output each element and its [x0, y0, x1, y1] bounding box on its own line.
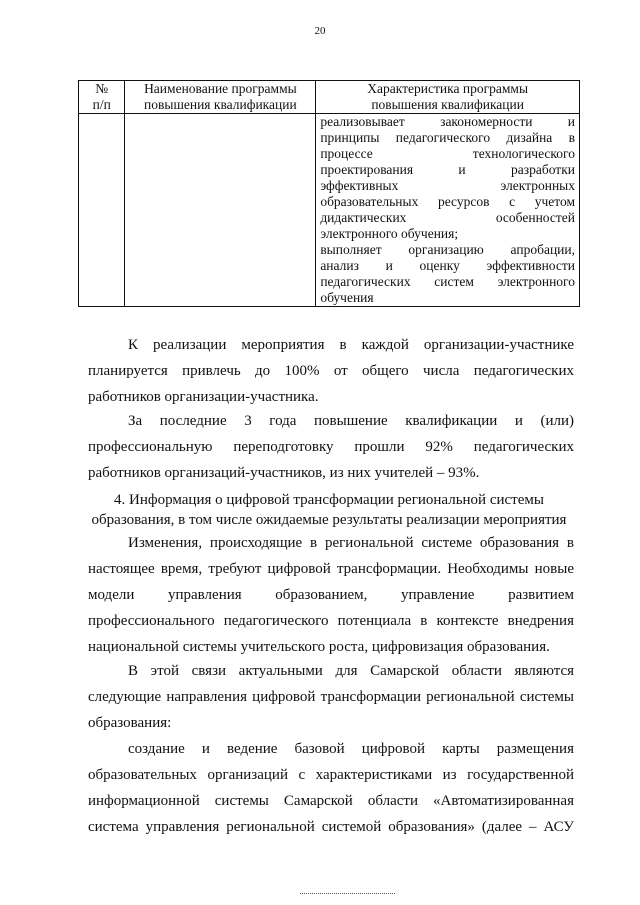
cell-num	[79, 114, 125, 307]
paragraph-digital-map: создание и ведение базовой цифровой карты размещения образовательных организаций с характеристиками из государственной информационной системы Самарской области «Автоматизированная система управления региональной системой образования» (далее – АСУ	[88, 741, 574, 835]
header-program-name: Наименование программы повышения квалификации	[125, 81, 316, 114]
page-number: 20	[314, 25, 326, 37]
cell-program-name	[125, 114, 316, 307]
paragraph-participants: К реализации мероприятия в каждой организации-участнике планируется привлечь до 100% от общего числа педагогических работников организации-участника.	[88, 337, 574, 405]
program-table	[78, 80, 580, 307]
header-num: № п/п	[79, 81, 125, 114]
table-row	[79, 114, 580, 307]
paragraph-qualification-stats: За последние 3 года повышение квалификации и (или) профессиональную переподготовку прошли 92% педагогических работников организаций-участников, из них учителей – 93%.	[88, 413, 574, 481]
paragraph-changes: Изменения, происходящие в региональной системе образования в настоящее время, требуют цифровой трансформации. Необходимы новые модели управления образованием, управление развитием профессионального педагогического потенциала в контексте внедрения национальной системы учительского роста, цифровизация образования.	[88, 535, 574, 655]
footer-line	[300, 893, 395, 894]
header-program-characteristic: Характеристика программы повышения квалификации	[316, 81, 580, 114]
section-heading: 4. Информация о цифровой трансформации региональной системы образования, в том числе ожидаемые результаты реализации мероприятия	[91, 492, 567, 528]
paragraph-directions: В этой связи актуальными для Самарской области являются следующие направления цифровой трансформации региональной системы образования:	[88, 663, 574, 731]
cell-program-characteristic: реализовывает закономерности и принципы педагогического дизайна в процессе технологического проектирования и разработки эффективных электронных образовательных ресурсов с учетом дидактических особенностей электронного обучения; выполняет организацию апробации, анализ и оценку эффективности педагогических систем электронного обучения	[316, 114, 580, 307]
table-header-row	[79, 81, 580, 114]
